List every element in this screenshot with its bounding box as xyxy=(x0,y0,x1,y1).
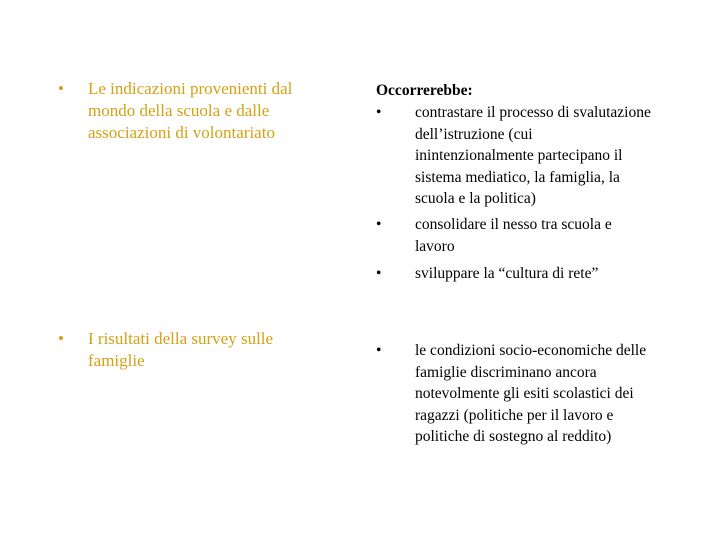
right-heading: Occorrerebbe: xyxy=(376,82,473,99)
right-bullet-text: le condizioni socio-economiche delle famiglie discriminano ancora notevolmente gli esiti scolastici dei ragazzi (politiche per il lavoro e politiche di sostegno al reddito) xyxy=(415,342,647,445)
right-bullet-text: sviluppare la “cultura di rete” xyxy=(415,265,599,282)
right-bullet-condizioni xyxy=(376,340,666,448)
bullet-dot: • xyxy=(58,79,64,98)
bullet-dot: • xyxy=(58,329,64,348)
right-bullet-consolidare xyxy=(376,214,666,257)
left-bullet-text: I risultati della survey sulle famiglie xyxy=(88,329,274,370)
right-bullet-contrastare xyxy=(376,102,666,210)
bullet-dot: • xyxy=(376,342,382,359)
left-bullet-survey xyxy=(58,328,328,372)
bullet-dot: • xyxy=(376,265,382,282)
bullet-dot: • xyxy=(376,216,382,233)
right-bullet-text: contrastare il processo di svalutazione dell’istruzione (cui inintenzionalmente partecipano il sistema mediatico, la famiglia, la scuola e la politica) xyxy=(415,104,651,207)
bullet-dot: • xyxy=(376,104,382,121)
left-bullet-indicazioni xyxy=(58,78,328,144)
left-bullet-text: Le indicazioni provenienti dal mondo della scuola e dalle associazioni di volontariato xyxy=(88,79,293,142)
right-bullet-text: consolidare il nesso tra scuola e lavoro xyxy=(415,216,612,255)
right-bullet-sviluppare xyxy=(376,263,666,285)
